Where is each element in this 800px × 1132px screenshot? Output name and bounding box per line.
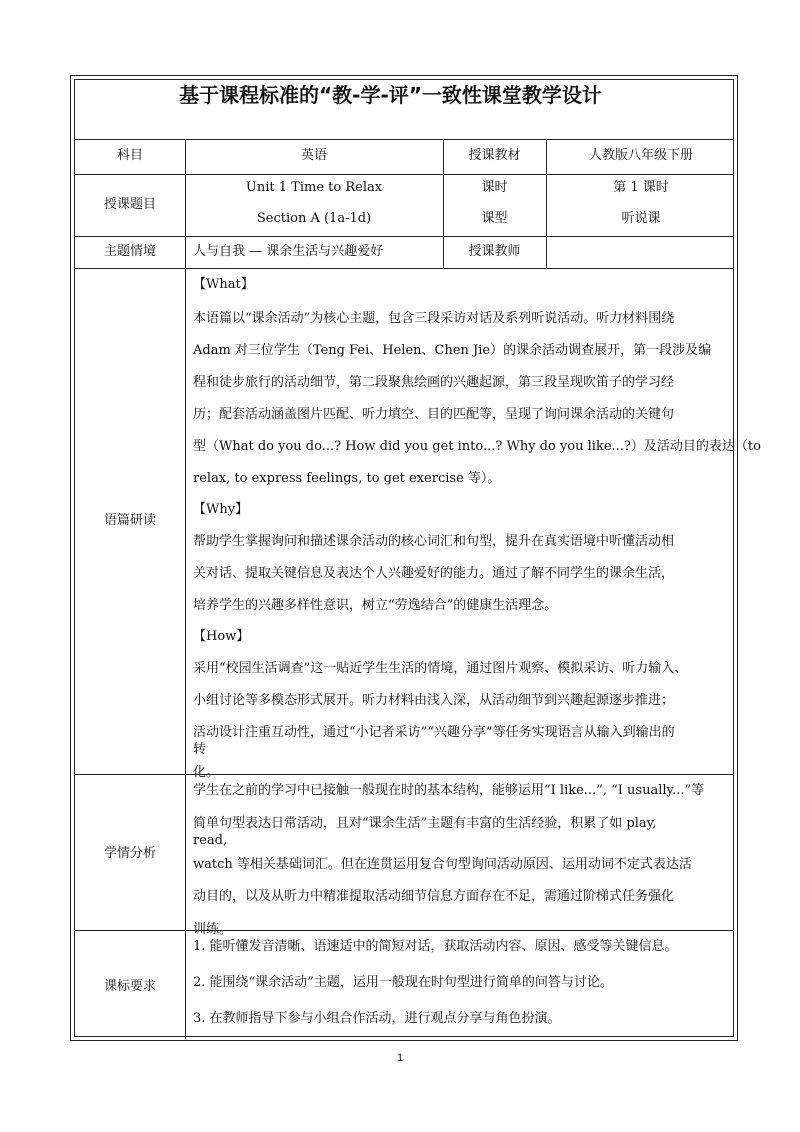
- column-divider: [185, 139, 186, 1039]
- why-line: 培养学生的兴趣多样性意识，树立“劳逸结合”的健康生活理念。: [193, 598, 558, 613]
- teacher-label: 授课教师: [468, 244, 521, 259]
- how-line: 采用“校园生活调查”这一贴近学生生活的情境，通过图片观察、模拟采访、听力输入、: [193, 661, 688, 676]
- learner-line: read,: [193, 833, 228, 848]
- what-line: Adam 对三位学生（Teng Fei、Helen、Chen Jie）的课余活动调查展开，第一段涉及编: [193, 343, 712, 358]
- what-line: 本语篇以“课余活动”为核心主题，包含三段采访对话及系列听说活动。听力材料围绕: [193, 311, 675, 326]
- lesson-plan-table: [70, 75, 761, 1041]
- how-line: 转: [193, 742, 207, 757]
- learner-line: 训练。: [193, 922, 233, 937]
- what-line: relax, to express feelings, to get exercise 等）。: [193, 471, 501, 486]
- period-label: 课时: [481, 180, 508, 195]
- table-grid: [74, 79, 761, 1037]
- learner-line: 简单句型表达日常活动，且对“课余生活”主题有丰富的生活经验，积累了如 play,: [193, 816, 657, 831]
- how-line: 小组讨论等多模态形式展开。听力材料由浅入深，从活动细节到兴趣起源逐步推进；: [193, 693, 675, 708]
- learner-line: 学生在之前的学习中已接触一般现在时的基本结构，能够运用“I like...”, “I usually...”等: [193, 783, 705, 798]
- learner-line: watch 等相关基础词汇。但在连贯运用复合句型询问活动原因、运用动词不定式表达活: [193, 857, 692, 872]
- what-line: 型（What do you do...? How did you get into...? Why do you like...?）及活动目的表达（to: [193, 439, 761, 454]
- context-label: 主题情境: [103, 244, 156, 259]
- text-study-label: 语篇研读: [103, 513, 156, 528]
- topic-value-line2: Section A (1a-1d): [256, 211, 372, 226]
- learner-analysis-label: 学情分析: [103, 846, 156, 861]
- standards-label: 课标要求: [103, 979, 156, 994]
- row-divider: [75, 268, 733, 269]
- row-divider: [75, 774, 733, 775]
- context-value: 人与自我 — 课余生活与兴趣爱好: [193, 244, 384, 259]
- standard-item: 1. 能听懂发音清晰、语速适中的简短对话，获取活动内容、原因、感受等关键信息。: [193, 939, 678, 954]
- topic-value-line1: Unit 1 Time to Relax: [245, 180, 383, 195]
- topic-label: 授课题目: [103, 197, 156, 212]
- how-line: 活动设计注重互动性，通过“小记者采访”“兴趣分享”等任务实现语言从输入到输出的: [193, 725, 675, 740]
- standard-item: 2. 能围绕“课余活动”主题，运用一般现在时句型进行简单的问答与讨论。: [193, 975, 613, 990]
- learner-line: 动目的，以及从听力中精准提取活动细节信息方面存在不足，需通过阶梯式任务强化: [193, 889, 675, 904]
- page-title: 基于课程标准的“教-学-评”一致性课堂教学设计: [179, 83, 602, 107]
- what-line: 程和徒步旅行的活动细节，第二段聚焦绘画的兴趣起源，第三段呈现吹笛子的学习经: [193, 375, 675, 390]
- how-heading: 【How】: [193, 629, 250, 644]
- why-line: 关对话、提取关键信息及表达个人兴趣爱好的能力。通过了解不同学生的课余生活，: [193, 566, 675, 581]
- type-value: 听说课: [621, 211, 661, 226]
- why-line: 帮助学生掌握询问和描述课余活动的核心词汇和句型，提升在真实语境中听懂活动相: [193, 534, 675, 549]
- material-value: 人教版八年级下册: [588, 148, 693, 163]
- row-divider: [75, 236, 733, 237]
- row-divider: [75, 930, 733, 931]
- subject-label: 科目: [116, 148, 143, 163]
- period-value: 第 1 课时: [613, 180, 669, 195]
- material-label: 授课教材: [468, 148, 521, 163]
- how-line: 化。: [193, 765, 220, 780]
- subject-value: 英语: [300, 148, 327, 163]
- row-divider: [75, 139, 733, 140]
- why-heading: 【Why】: [193, 502, 249, 517]
- what-heading: 【What】: [193, 277, 254, 292]
- type-label: 课型: [481, 211, 508, 226]
- what-line: 历；配套活动涵盖图片匹配、听力填空、目的匹配等，呈现了询问课余活动的关键句: [193, 407, 675, 422]
- standard-item: 3. 在教师指导下参与小组合作活动，进行观点分享与角色扮演。: [193, 1011, 561, 1026]
- page-number: 1: [396, 1052, 404, 1064]
- row-divider: [75, 174, 733, 175]
